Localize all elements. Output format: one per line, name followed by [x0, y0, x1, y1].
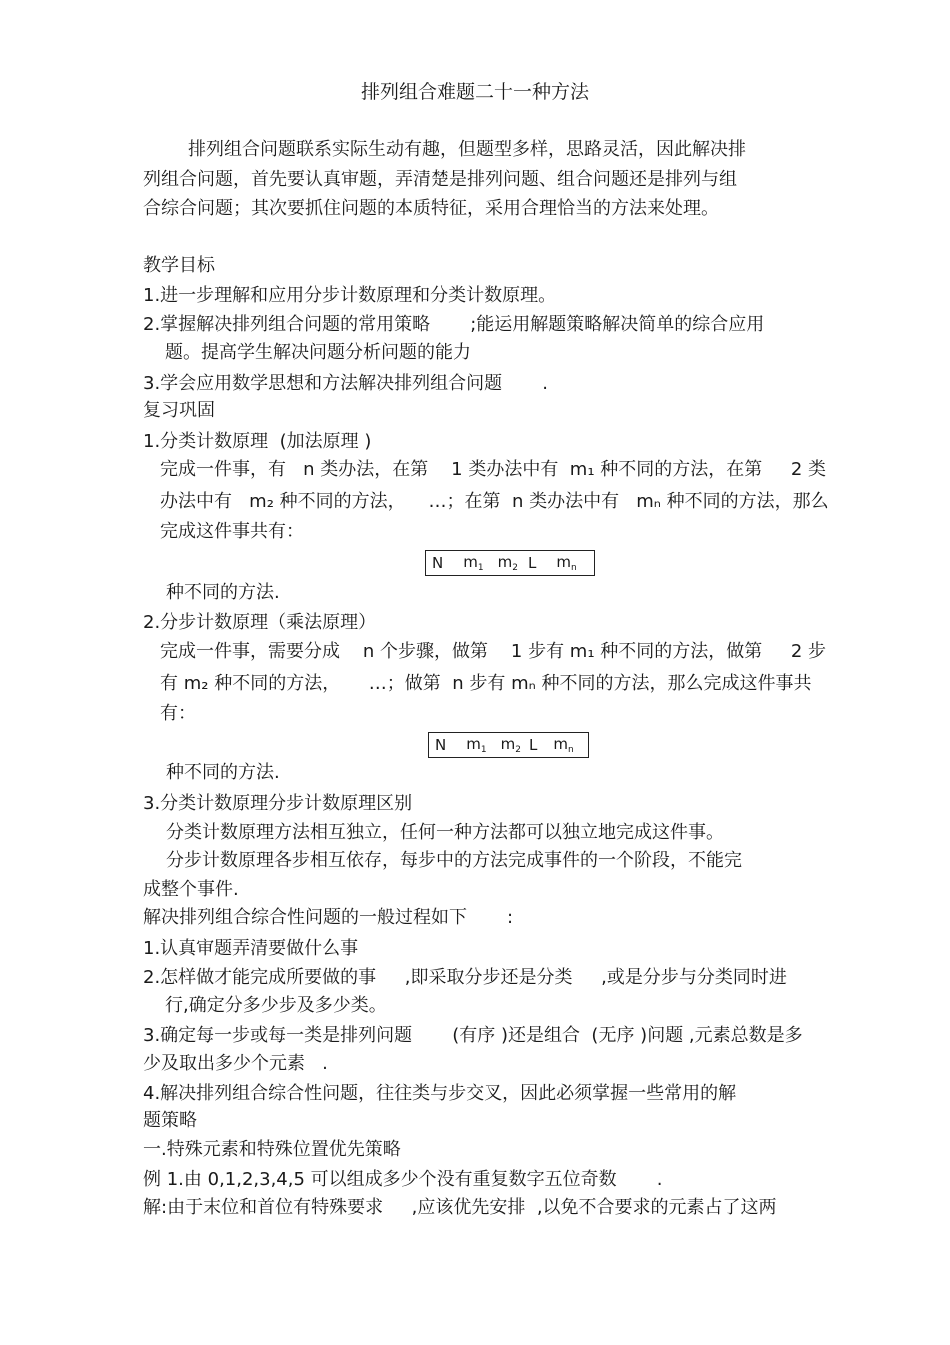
formula-l: L — [528, 736, 538, 754]
process-step-2-cont: 行,确定分多少步及多少类。 — [165, 995, 387, 1016]
intro-line-1: 排列组合问题联系实际生动有趣，但题型多样，思路灵活，因此解决排 — [188, 139, 746, 160]
process-step-1: 1.认真审题弄清要做什么事 — [143, 938, 359, 959]
formula-mn: m — [553, 735, 568, 753]
difference-line-3: 成整个事件. — [143, 879, 239, 900]
formula-l: L — [527, 554, 537, 572]
formula-m2-sub: 2 — [512, 563, 518, 573]
process-step-4: 4.解决排列组合综合性问题，往往类与步交叉，因此必须掌握一些常用的解 — [143, 1083, 737, 1104]
process-step-2: 2.怎样做才能完成所要做的事 ,即采取分步还是分类 ,或是分步与分类同时进 — [143, 967, 787, 988]
formula-m2: m — [500, 735, 516, 753]
goals-heading: 教学目标 — [143, 255, 215, 276]
formula-n: N — [435, 736, 447, 754]
goal-item-2-cont: 题。提高学生解决问题分析问题的能力 — [165, 342, 471, 363]
process-step-3-cont: 少及取出多少个元素 . — [143, 1053, 328, 1074]
mult-principle-line-2: 有 m₂ 种不同的方法， …；做第 n 步有 mₙ 种不同的方法，那么完成这件事共 — [160, 673, 812, 694]
intro-line-3: 合综合问题；其次要抓住问题的本质特征，采用合理恰当的方法来处理。 — [143, 198, 719, 219]
review-heading: 复习巩固 — [143, 400, 215, 421]
add-principle-line-1: 完成一件事，有 n 类办法，在第 1 类办法中有 m₁ 种不同的方法，在第 2 类 — [160, 459, 827, 480]
add-formula-box — [425, 550, 595, 576]
formula-m2-sub: 2 — [515, 745, 521, 755]
mult-principle-heading: 2.分步计数原理（乘法原理） — [143, 612, 377, 633]
add-principle-line-2: 办法中有 m₂ 种不同的方法， …；在第 n 类办法中有 mₙ 种不同的方法，那么 — [160, 491, 829, 512]
formula-mn-sub: n — [567, 745, 574, 755]
formula-mn-sub: n — [570, 563, 577, 573]
add-principle-heading: 1.分类计数原理 (加法原理 ) — [143, 431, 372, 452]
example-1: 例 1.由 0,1,2,3,4,5 可以组成多少个没有重复数字五位奇数 . — [143, 1169, 663, 1190]
strategy-heading: 一.特殊元素和特殊位置优先策略 — [143, 1139, 401, 1160]
goal-item-2: 2.掌握解决排列组合问题的常用策略 ;能运用解题策略解决简单的综合应用 — [143, 314, 765, 335]
formula-mn: m — [556, 553, 571, 571]
process-step-3: 3.确定每一步或每一类是排列问题 (有序 )还是组合 (无序 )问题 ,元素总数是多 — [143, 1025, 803, 1046]
formula-m1: m — [463, 553, 478, 571]
formula-n: N — [432, 554, 444, 572]
mult-formula-box — [428, 732, 589, 758]
difference-heading: 3.分类计数原理分步计数原理区别 — [143, 793, 413, 814]
process-step-4-cont: 题策略 — [143, 1110, 197, 1131]
formula-m2: m — [497, 553, 513, 571]
mult-principle-line-1: 完成一件事，需要分成 n 个步骤，做第 1 步有 m₁ 种不同的方法，做第 2 步 — [160, 641, 827, 662]
add-principle-line-3: 完成这件事共有： — [160, 521, 304, 542]
goal-item-1: 1.进一步理解和应用分步计数原理和分类计数原理。 — [143, 285, 557, 306]
page-title: 排列组合难题二十一种方法 — [360, 81, 589, 103]
formula-m1-sub: 1 — [480, 745, 487, 755]
difference-line-1: 分类计数原理方法相互独立，任何一种方法都可以独立地完成这件事。 — [166, 822, 724, 843]
intro-line-2: 列组合问题，首先要认真审题，弄清楚是排列问题、组合问题还是排列与组 — [143, 169, 737, 190]
process-heading: 解决排列组合综合性问题的一般过程如下 : — [143, 907, 514, 928]
formula-m1-sub: 1 — [477, 563, 484, 573]
mult-principle-tail: 种不同的方法. — [166, 762, 280, 783]
goal-item-3: 3.学会应用数学思想和方法解决排列组合问题 . — [143, 373, 548, 394]
mult-principle-line-3: 有： — [160, 703, 196, 724]
difference-line-2: 分步计数原理各步相互依存，每步中的方法完成事件的一个阶段，不能完 — [166, 850, 742, 871]
formula-m1: m — [466, 735, 481, 753]
add-principle-tail: 种不同的方法. — [166, 582, 280, 603]
solution-1: 解:由于末位和首位有特殊要求 ,应该优先安排 ,以免不合要求的元素占了这两 — [143, 1197, 777, 1218]
